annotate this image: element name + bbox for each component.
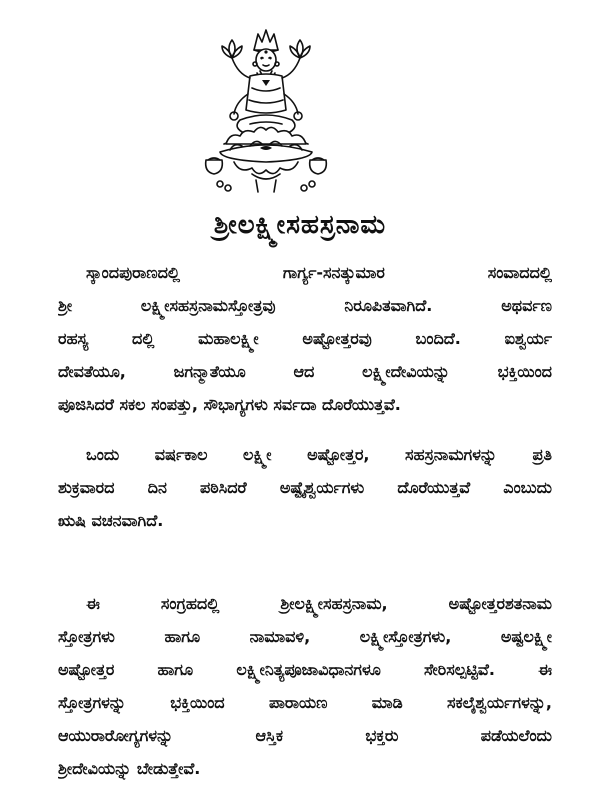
text-line: ಪೂಜಿಸಿದರೆ ಸಕಲ ಸಂಪತ್ತು, ಸೌಭಾಗ್ಯಗಳು ಸರ್ವದಾ ದೊರೆಯುತ್ತವೆ. [58,395,401,414]
text-line: ಸ್ಕಾಂದಪುರಾಣದಲ್ಲಿ ಗಾರ್ಗ್ಯ-ಸನತ್ಕುಮಾರ ಸಂವಾದದಲ್ಲಿ [86,263,552,282]
paragraph-1 [58,256,552,421]
text-line: ಶ್ರೀದೇವಿಯನ್ನು ಬೇಡುತ್ತೇವೆ. [58,759,201,778]
text-line: ಋಷಿ ವಚನವಾಗಿದೆ. [58,511,164,530]
goddess-lakshmi-illustration [200,28,332,196]
text-line: ಶ್ರೀ ಲಕ್ಷ್ಮೀಸಹಸ್ರನಾಮಸ್ತೋತ್ರವು ನಿರೂಪಿತವಾಗಿದೆ. ಅಥರ್ವಣ [58,296,552,315]
text-line: ದೇವತೆಯೂ, ಜಗನ್ಮಾತೆಯೂ ಆದ ಲಕ್ಷ್ಮೀದೇವಿಯನ್ನು ಭಕ್ತಿಯಿಂದ [58,362,552,381]
text-line: ಈ ಸಂಗ್ರಹದಲ್ಲಿ ಶ್ರೀಲಕ್ಷ್ಮೀಸಹಸ್ರನಾಮ, ಅಷ್ಟೋತ್ತರಶತನಾಮ [86,594,552,613]
text-line: ಸ್ತೋತ್ರಗಳು ಹಾಗೂ ನಾಮಾವಳಿ, ಲಕ್ಷ್ಮೀಸ್ತೋತ್ರಗಳು, ಅಷ್ಟಲಕ್ಷ್ಮೀ [58,627,552,646]
text-line: ರಹಸ್ಯ ದಲ್ಲಿ ಮಹಾಲಕ್ಷ್ಮೀ ಅಷ್ಟೋತ್ತರವು ಬಂದಿದೆ. ಐಶ್ವರ್ಯ [58,329,552,348]
paragraph-2 [58,438,552,537]
text-line: ಶುಕ್ರವಾರದ ದಿನ ಪಠಿಸಿದರೆ ಅಷ್ಟೈಶ್ವರ್ಯಗಳು ದೊರೆಯುತ್ತವೆ ಎಂಬುದು [58,478,552,497]
text-line: ಅಷ್ಟೋತ್ತರ ಹಾಗೂ ಲಕ್ಷ್ಮೀನಿತ್ಯಪೂಜಾವಿಧಾನಗಳೂ ಸೇರಿಸಲ್ಪಟ್ಟಿವೆ. ಈ [58,660,552,679]
text-line: ಸ್ತೋತ್ರಗಳನ್ನು ಭಕ್ತಿಯಿಂದ ಪಾರಾಯಣ ಮಾಡಿ ಸಕಲೈಶ್ವರ್ಯಗಳನ್ನು, [58,693,552,712]
paragraph-3 [58,587,552,785]
page-title: ಶ್ರೀಲಕ್ಷ್ಮೀಸಹಸ್ರನಾಮ [213,210,387,240]
text-line: ಒಂದು ವರ್ಷಕಾಲ ಲಕ್ಷ್ಮೀ ಅಷ್ಟೋತ್ತರ, ಸಹಸ್ರನಾಮಗಳನ್ನು ಪ್ರತಿ [86,445,552,464]
text-line: ಆಯುರಾರೋಗ್ಯಗಳನ್ನು ಆಸ್ತಿಕ ಭಕ್ತರು ಪಡೆಯಲೆಂದು [58,726,552,745]
lakshmi-icon [200,28,332,196]
